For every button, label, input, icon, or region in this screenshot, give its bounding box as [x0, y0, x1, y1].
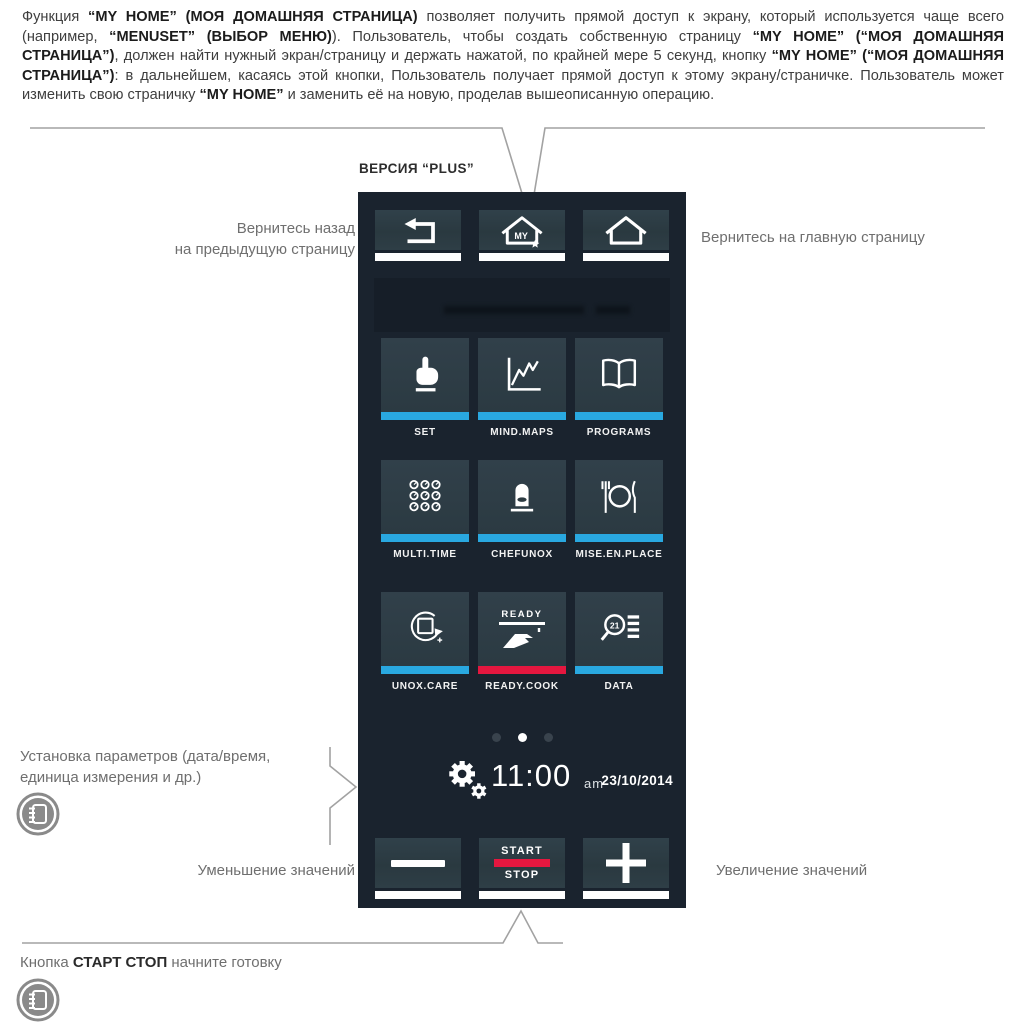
tile-label: CHEFUNOX — [491, 549, 553, 560]
start-stop-button[interactable] — [479, 838, 565, 888]
intro-segment: , должен найти нужный экран/страницу и держать нажатой, по крайней мере 5 секунд, кнопку — [114, 48, 772, 65]
ghost-header-strip — [374, 278, 670, 332]
annotation-segment: Кнопка — [20, 954, 73, 971]
tile-accent-bar — [575, 412, 663, 420]
booklet-icon — [16, 978, 60, 1022]
button-underline — [375, 253, 461, 261]
button-underline — [479, 253, 565, 261]
oven-touchscreen-panel — [358, 192, 686, 908]
tile-icon-box — [381, 592, 469, 666]
line-chart-icon — [499, 352, 545, 398]
tile-label: MULTI.TIME — [393, 549, 457, 560]
ready-underline — [499, 622, 545, 625]
pagination-dot-active[interactable] — [518, 733, 527, 742]
tile-icon-box — [478, 460, 566, 534]
annotation-line: на предыдущую страницу — [174, 240, 355, 258]
ready-hand-icon — [499, 626, 545, 650]
tile-accent-bar — [381, 412, 469, 420]
annotation-segment: начните готовку — [167, 954, 282, 971]
intro-segment: : в дальнейшем, касаясь этой кнопки, Пользователь получает прямой доступ к этому экрану/страничке. Пользователь может изменить свою страничку — [22, 67, 1004, 104]
data-21-label: 21 — [609, 620, 620, 631]
intro-segment: и заменить её на новую, проделав вышеописанную операцию. — [283, 87, 715, 104]
annotation-decrease: Уменьшение значений — [197, 862, 355, 879]
plus-icon — [604, 841, 648, 885]
magnifier-list-icon — [596, 606, 642, 652]
tile-icon-box — [478, 338, 566, 412]
tile-programs[interactable] — [575, 338, 663, 438]
tile-mind-maps[interactable] — [478, 338, 566, 438]
faint-text-smudge — [444, 306, 584, 314]
intro-segment-bold: “MY HOME” (“МОЯ ДОМАШНЯЯ СТРАНИЦА”) — [22, 28, 1005, 65]
tile-label: MISE.EN.PLACE — [575, 549, 663, 560]
start-label: START — [501, 845, 543, 857]
annotation-home-button: Вернитесь на главную страницу — [701, 229, 925, 246]
button-underline — [583, 253, 669, 261]
my-label: MY — [514, 231, 528, 241]
button-underline — [479, 891, 565, 899]
tile-icon-box — [575, 592, 663, 666]
minus-icon — [391, 860, 445, 867]
tile-icon-box — [478, 592, 566, 666]
pagination — [358, 733, 686, 742]
booklet-icon — [16, 792, 60, 836]
rotate-square-icon — [403, 606, 447, 652]
tile-ready-cook[interactable] — [478, 592, 566, 692]
decrease-button[interactable] — [375, 838, 461, 888]
startstop-connector — [22, 911, 563, 943]
intro-segment-bold: “MY HOME” (МОЯ ДОМАШНЯЯ СТРАНИЦА) — [88, 9, 418, 25]
open-book-icon — [596, 352, 642, 398]
touch-hand-icon — [404, 352, 446, 398]
tile-accent-bar — [381, 534, 469, 542]
tile-label: UNOX.CARE — [391, 681, 459, 692]
annotation-back-button — [100, 219, 355, 260]
plate-cutlery-icon — [596, 474, 642, 520]
tile-label: SET — [414, 427, 436, 438]
tile-multi-time[interactable] — [381, 460, 469, 560]
tile-label: MIND.MAPS — [490, 427, 554, 438]
clock-meridiem: am — [584, 776, 605, 791]
tile-icon-box — [381, 460, 469, 534]
version-label: ВЕРСИЯ “PLUS” — [359, 161, 475, 176]
button-underline — [375, 891, 461, 899]
annotation-line: Вернитесь назад — [236, 220, 355, 237]
tile-set[interactable] — [381, 338, 469, 438]
tile-chefunox[interactable] — [478, 460, 566, 560]
button-underline — [583, 891, 669, 899]
tile-accent-bar — [478, 534, 566, 542]
intro-segment: Функция — [22, 9, 89, 25]
back-button[interactable] — [375, 210, 461, 250]
intro-segment: ). Пользователь, чтобы создать собственную страницу — [331, 28, 753, 45]
tile-label: READY.COOK — [485, 681, 559, 692]
tile-label: PROGRAMS — [586, 427, 652, 438]
my-home-button[interactable] — [479, 210, 565, 250]
clock-time: 11:00 — [491, 758, 572, 793]
start-stop-red-bar — [494, 859, 550, 867]
tile-icon-box — [575, 460, 663, 534]
tile-accent-bar — [575, 534, 663, 542]
tile-label: DATA — [604, 681, 634, 692]
pagination-dot[interactable] — [544, 733, 553, 742]
intro-segment: позволяет получить прямой доступ к экрану, который используется чаще всего (например, — [22, 9, 1004, 45]
return-arrow-icon — [394, 213, 442, 247]
my-home-house-icon — [495, 212, 549, 248]
settings-connector — [330, 747, 356, 845]
tile-mise-en-place[interactable] — [575, 460, 663, 560]
tile-icon-box — [575, 338, 663, 412]
gear-icon — [442, 756, 490, 802]
annotation-segment-bold: СТАРТ СТОП — [72, 954, 168, 971]
tile-data[interactable] — [575, 592, 663, 692]
intro-segment-bold: “MY HOME” — [199, 87, 284, 104]
pagination-dot[interactable] — [492, 733, 501, 742]
intro-segment-bold: “MENUSET” (ВЫБОР МЕНЮ) — [109, 28, 332, 45]
tile-accent-bar — [381, 666, 469, 674]
annotation-line: Установка параметров (дата/время, — [20, 748, 271, 765]
annotation-line: единица измерения и др.) — [20, 768, 202, 786]
start-stop-content — [494, 845, 550, 881]
tile-accent-bar — [478, 412, 566, 420]
ready-label: READY — [501, 608, 543, 620]
home-button[interactable] — [583, 210, 669, 250]
date-display: 23/10/2014 — [601, 773, 673, 788]
tile-icon-box — [381, 338, 469, 412]
clock-grid-icon — [403, 475, 447, 519]
faint-text-smudge — [596, 306, 630, 314]
annotation-settings — [20, 747, 270, 788]
annotation-start-stop — [20, 953, 282, 974]
stop-label: STOP — [504, 869, 540, 881]
home-house-icon — [599, 212, 653, 248]
tile-accent-bar — [575, 666, 663, 674]
tile-accent-bar — [478, 666, 566, 674]
chef-hat-icon — [501, 474, 543, 520]
intro-segment-bold: “MY HOME” (“МОЯ ДОМАШНЯЯ СТРАНИЦА”) — [22, 48, 1004, 84]
increase-button[interactable] — [583, 838, 669, 888]
annotation-increase: Увеличение значений — [716, 862, 868, 879]
tile-unox-care[interactable] — [381, 592, 469, 692]
settings-gear-button[interactable] — [442, 756, 490, 802]
intro-paragraph — [22, 8, 1004, 106]
